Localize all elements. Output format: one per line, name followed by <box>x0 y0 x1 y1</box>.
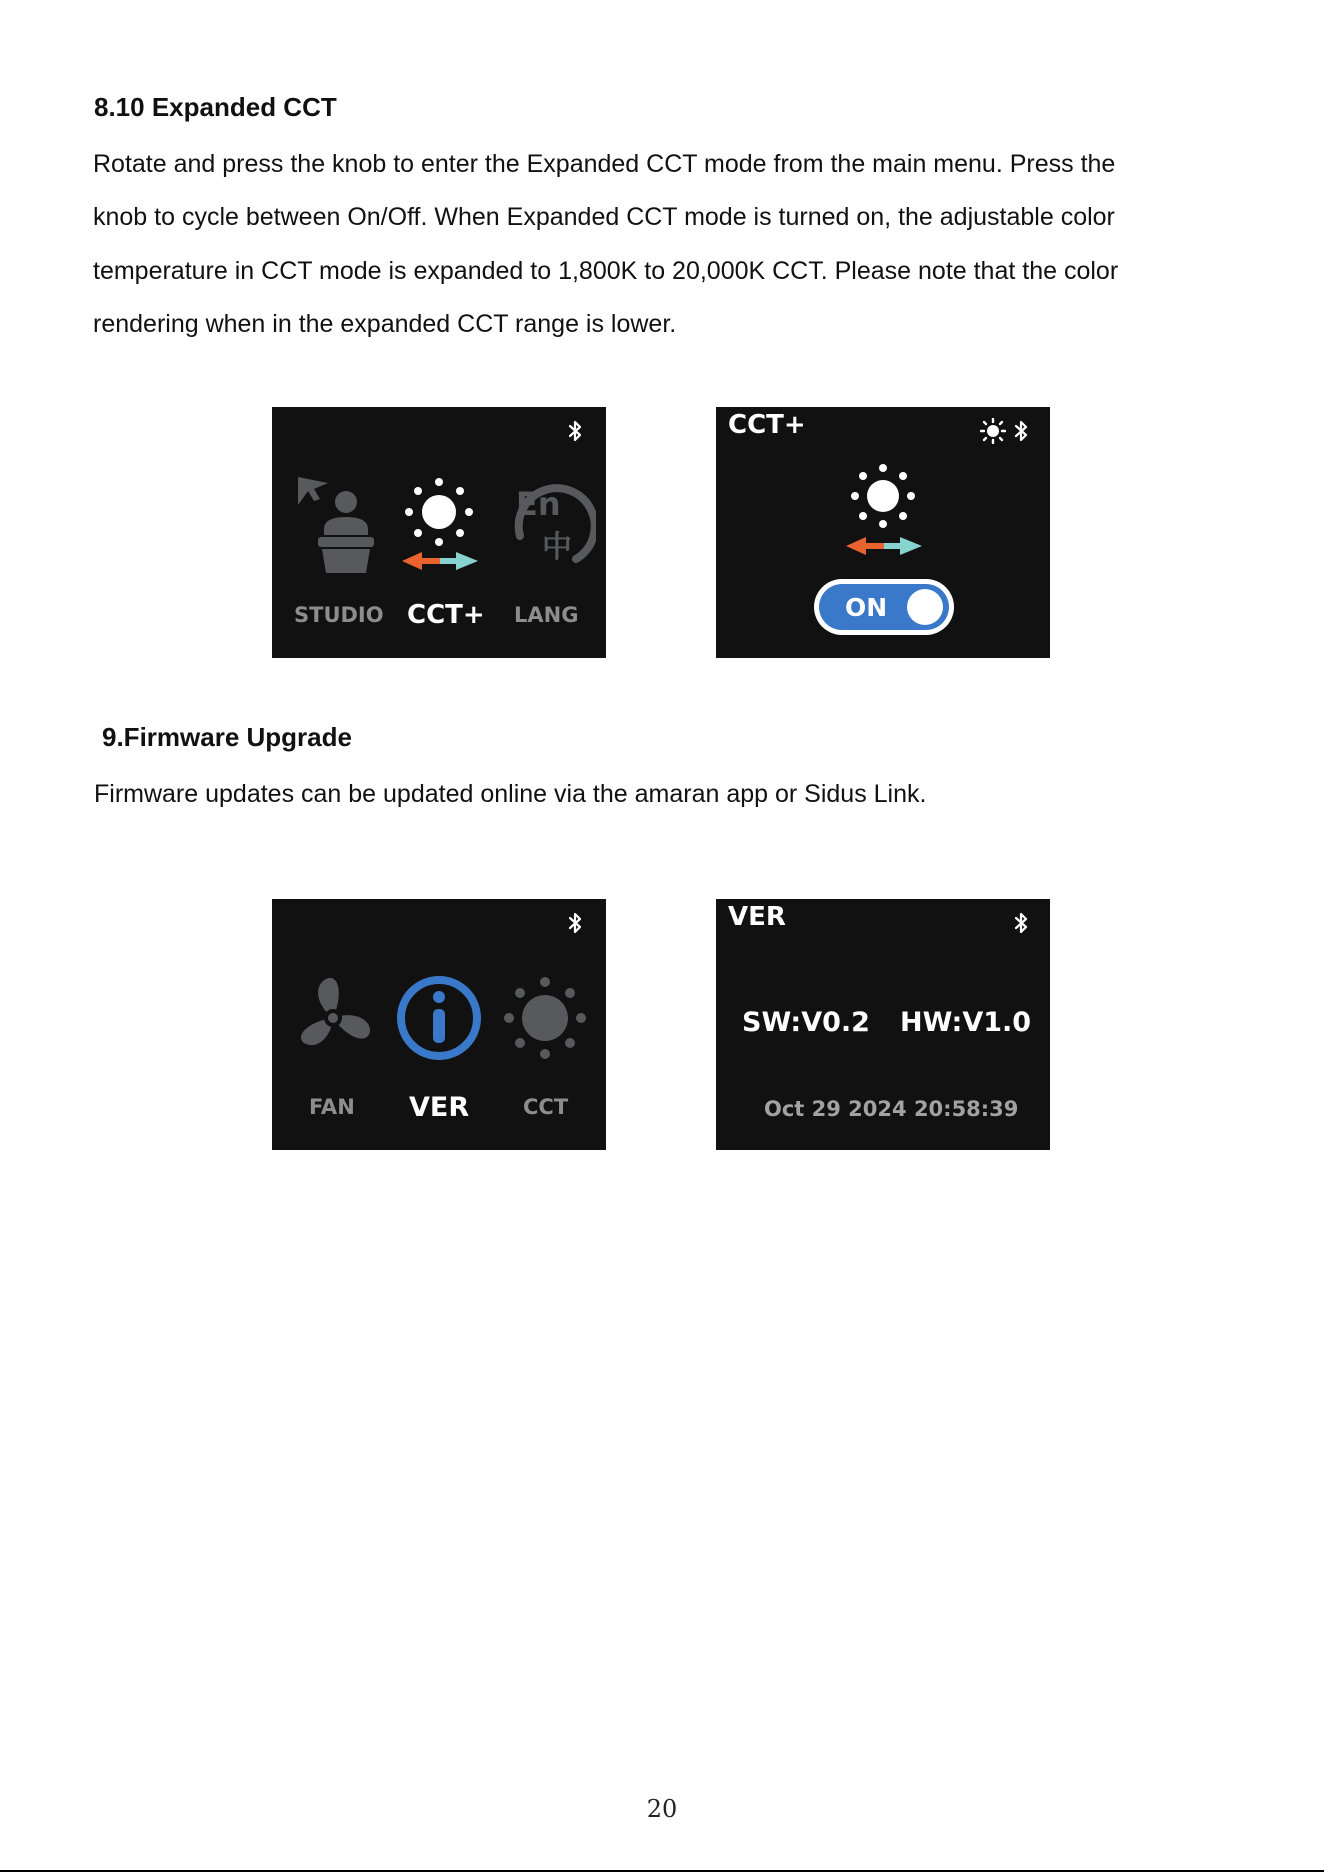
brightness-icon <box>502 975 588 1061</box>
menu-screen-cct-plus <box>272 407 606 658</box>
body-line: temperature in CCT mode is expanded to 1,800K to 20,000K CCT. Please note that the color <box>93 257 1119 285</box>
screen-title: VER <box>728 902 786 932</box>
menu-screen-ver <box>272 899 606 1150</box>
toggle-state-label: ON <box>845 593 888 622</box>
cct-arrows-icon <box>844 534 924 558</box>
section-heading-expanded-cct: 8.10 Expanded CCT <box>94 92 337 122</box>
body-line: Rotate and press the knob to enter the Expanded CCT mode from the main menu. Press the <box>93 150 1116 178</box>
screen-title: CCT+ <box>728 410 806 440</box>
cct-arrows-icon <box>400 549 480 573</box>
lang-en-glyph: En <box>516 485 561 523</box>
bluetooth-icon <box>1014 419 1028 443</box>
menu-item-cct[interactable]: CCT <box>523 1095 569 1119</box>
page-number: 20 <box>646 1795 678 1823</box>
menu-item-cct-plus[interactable]: CCT+ <box>407 600 485 630</box>
fan-icon <box>288 973 378 1063</box>
hardware-version: HW:V1.0 <box>900 1007 1032 1038</box>
menu-item-fan[interactable]: FAN <box>309 1095 355 1119</box>
toggle-knob <box>907 589 943 625</box>
studio-presenter-icon <box>292 473 382 573</box>
lang-zh-glyph: 中 <box>542 530 572 565</box>
cct-plus-toggle-screen <box>716 407 1050 658</box>
version-info-screen <box>716 899 1050 1150</box>
firmware-description: Firmware updates can be updated online via the amaran app or Sidus Link. <box>94 780 927 808</box>
firmware-build-date: Oct 29 2024 20:58:39 <box>764 1097 1019 1121</box>
section-heading-firmware-upgrade: 9.Firmware Upgrade <box>102 722 352 752</box>
menu-item-studio[interactable]: STUDIO <box>294 603 384 627</box>
menu-item-lang[interactable]: LANG <box>514 603 579 627</box>
body-line: knob to cycle between On/Off. When Expanded CCT mode is turned on, the adjustable color <box>93 203 1115 231</box>
brightness-status-icon <box>980 418 1006 444</box>
menu-item-ver[interactable]: VER <box>409 1092 470 1123</box>
bluetooth-icon <box>568 419 582 443</box>
sun-icon <box>850 463 916 529</box>
sun-icon <box>404 477 474 547</box>
software-version: SW:V0.2 <box>742 1007 870 1038</box>
bluetooth-icon <box>1014 911 1028 935</box>
body-line: rendering when in the expanded CCT range is lower. <box>93 310 677 338</box>
expanded-cct-toggle[interactable] <box>814 579 954 635</box>
info-icon <box>396 975 482 1061</box>
language-icon <box>506 481 596 571</box>
bluetooth-icon <box>568 911 582 935</box>
